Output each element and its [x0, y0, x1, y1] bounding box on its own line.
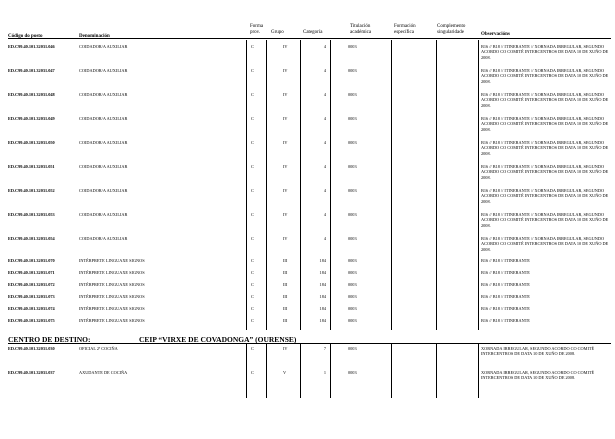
- cell-observacions: B16 // B18 // ITINERANTE: [481, 306, 530, 311]
- cell-grupo: IV: [283, 346, 288, 351]
- cell-denominacion: INTÉRPRETE LINGUAXE SIGNOS: [79, 258, 145, 263]
- cell-observacions: B16 // B18 // ITINERANTE // XORNADA IRREGULAR, SEGUNDO ACORDO CO COMITÉ INTERCENTROS DE DATA 10 DE XUÑO DE 2008.: [481, 92, 609, 108]
- cell-titulacion: 0003: [348, 294, 357, 299]
- cell-grupo: IV: [283, 236, 288, 241]
- header-grupo: Grupo: [271, 30, 284, 35]
- cell-code: ED.C99.40.101.32031.053: [8, 212, 55, 217]
- centro-name: CEIP “VIRXE DE COVADONGA” (OURENSE): [139, 335, 297, 344]
- cell-denominacion: INTÉRPRETE LINGUAXE SIGNOS: [79, 318, 145, 323]
- cell-code: ED.C99.40.101.32031.070: [8, 258, 55, 263]
- cell-categoria: 4: [323, 236, 326, 241]
- cell-denominacion: AXUDANTE DE COCIÑA: [79, 370, 128, 375]
- cell-titulacion: 0003: [348, 282, 357, 287]
- cell-observacions: XORNADA IRREGULAR, SEGUNDO ACORDO CO COMITÉ INTERCENTROS DE DATA 10 DE XUÑO DE 2008.: [481, 370, 595, 381]
- cell-grupo: IV: [283, 44, 288, 49]
- cell-code: ED.C99.40.101.32031.046: [8, 44, 55, 49]
- header-formacion-1: Formación: [394, 24, 416, 29]
- cell-titulacion: 0003: [348, 188, 357, 193]
- header-observacions: Observacións: [481, 32, 510, 37]
- cell-titulacion: 0003: [348, 44, 357, 49]
- cell-grupo: V: [283, 370, 287, 375]
- table-row: [0, 370, 615, 400]
- cell-forma: C: [251, 270, 254, 275]
- cell-observacions: B16 // B18 // ITINERANTE: [481, 318, 530, 323]
- cell-titulacion: 0003: [348, 68, 357, 73]
- cell-denominacion: COIDADOR/A AUXILIAR: [79, 164, 128, 169]
- cell-observacions: B16 // B18 // ITINERANTE // XORNADA IRREGULAR, SEGUNDO ACORDO CO COMITÉ INTERCENTROS DE DATA 10 DE XUÑO DE 2008.: [481, 116, 609, 132]
- cell-titulacion: 0003: [348, 212, 357, 217]
- table-row: [0, 306, 615, 318]
- header-codigo: Código do posto: [8, 34, 43, 39]
- cell-code: ED.C99.40.101.32031.073: [8, 294, 55, 299]
- cell-code: ED.C99.40.101.32031.051: [8, 164, 55, 169]
- cell-denominacion: INTÉRPRETE LINGUAXE SIGNOS: [79, 294, 145, 299]
- cell-observacions: B16 // B18 // ITINERANTE // XORNADA IRREGULAR, SEGUNDO ACORDO CO COMITÉ INTERCENTROS DE DATA 10 DE XUÑO DE 2008.: [481, 188, 609, 204]
- cell-denominacion: INTÉRPRETE LINGUAXE SIGNOS: [79, 282, 145, 287]
- cell-denominacion: COIDADOR/A AUXILIAR: [79, 188, 128, 193]
- cell-categoria: 4: [323, 44, 326, 49]
- header-rule: [8, 38, 611, 39]
- cell-denominacion: INTÉRPRETE LINGUAXE SIGNOS: [79, 306, 145, 311]
- cell-forma: C: [251, 282, 254, 287]
- cell-code: ED.C99.40.101.32031.074: [8, 306, 55, 311]
- cell-categoria: 184: [319, 270, 326, 275]
- cell-titulacion: 0003: [348, 236, 357, 241]
- table-row: [0, 282, 615, 294]
- cell-categoria: 4: [323, 92, 326, 97]
- table-row: [0, 318, 615, 330]
- cell-denominacion: OFICIAL 2ª COCIÑA: [79, 346, 118, 351]
- header-complemento-1: Complemento: [437, 24, 466, 29]
- cell-grupo: III: [283, 294, 288, 299]
- cell-titulacion: 0003: [348, 92, 357, 97]
- cell-observacions: B16 // B18 // ITINERANTE: [481, 294, 530, 299]
- cell-forma: C: [251, 212, 254, 217]
- cell-grupo: III: [283, 270, 288, 275]
- cell-code: ED.C99.40.101.32031.071: [8, 270, 55, 275]
- cell-denominacion: COIDADOR/A AUXILIAR: [79, 236, 128, 241]
- cell-forma: C: [251, 294, 254, 299]
- header-denominacion: Denominación: [79, 34, 110, 39]
- header-forma-1: Forma: [250, 24, 264, 29]
- cell-categoria: 4: [323, 188, 326, 193]
- cell-forma: C: [251, 346, 254, 351]
- cell-code: ED.C99.40.101.32031.072: [8, 282, 55, 287]
- cell-titulacion: 0003: [348, 258, 357, 263]
- cell-observacions: B16 // B18 // ITINERANTE // XORNADA IRREGULAR, SEGUNDO ACORDO CO COMITÉ INTERCENTROS DE DATA 10 DE XUÑO DE 2008.: [481, 212, 609, 228]
- table-row: [0, 294, 615, 306]
- cell-code: ED.C99.40.101.32031.048: [8, 92, 55, 97]
- cell-denominacion: COIDADOR/A AUXILIAR: [79, 68, 128, 73]
- cell-forma: C: [251, 236, 254, 241]
- cell-categoria: 184: [319, 318, 326, 323]
- cell-categoria: 184: [319, 258, 326, 263]
- cell-observacions: B16 // B18 // ITINERANTE: [481, 282, 530, 287]
- table-row: [0, 270, 615, 282]
- cell-titulacion: 0003: [348, 270, 357, 275]
- cell-categoria: 184: [319, 306, 326, 311]
- cell-grupo: III: [283, 282, 288, 287]
- cell-forma: C: [251, 188, 254, 193]
- cell-denominacion: COIDADOR/A AUXILIAR: [79, 140, 128, 145]
- cell-forma: C: [251, 68, 254, 73]
- cell-denominacion: INTÉRPRETE LINGUAXE SIGNOS: [79, 270, 145, 275]
- cell-code: ED.C99.40.101.32031.030: [8, 346, 55, 351]
- cell-forma: C: [251, 164, 254, 169]
- header-titulacion-1: Titulación: [350, 24, 371, 29]
- cell-categoria: 184: [319, 282, 326, 287]
- header-categoria: Categoría: [303, 30, 323, 35]
- cell-categoria: 184: [319, 294, 326, 299]
- cell-forma: C: [251, 44, 254, 49]
- cell-grupo: III: [283, 318, 288, 323]
- header-formacion-2: específica: [394, 30, 414, 35]
- cell-categoria: 4: [323, 68, 326, 73]
- cell-forma: C: [251, 258, 254, 263]
- cell-denominacion: COIDADOR/A AUXILIAR: [79, 44, 128, 49]
- cell-titulacion: 0003: [348, 164, 357, 169]
- cell-grupo: IV: [283, 188, 288, 193]
- centro-rule: [8, 343, 611, 344]
- cell-grupo: IV: [283, 212, 288, 217]
- cell-code: ED.C99.40.101.32031.054: [8, 236, 55, 241]
- cell-titulacion: 0003: [348, 346, 357, 351]
- cell-grupo: IV: [283, 116, 288, 121]
- cell-forma: C: [251, 140, 254, 145]
- table-row: [0, 258, 615, 270]
- cell-titulacion: 0003: [348, 306, 357, 311]
- cell-observacions: XORNADA IRREGULAR, SEGUNDO ACORDO CO COMITÉ INTERCENTROS DE DATA 10 DE XUÑO DE 2008.: [481, 346, 595, 357]
- cell-observacions: B16 // B18 // ITINERANTE: [481, 270, 530, 275]
- cell-forma: C: [251, 116, 254, 121]
- cell-grupo: IV: [283, 164, 288, 169]
- cell-observacions: B16 // B18 // ITINERANTE // XORNADA IRREGULAR, SEGUNDO ACORDO CO COMITÉ INTERCENTROS DE DATA 10 DE XUÑO DE 2008.: [481, 140, 609, 156]
- cell-forma: C: [251, 306, 254, 311]
- cell-categoria: 4: [323, 164, 326, 169]
- cell-denominacion: COIDADOR/A AUXILIAR: [79, 92, 128, 97]
- cell-code: ED.C99.40.101.32031.049: [8, 116, 55, 121]
- cell-titulacion: 0003: [348, 140, 357, 145]
- header-complemento-2: singularidade: [437, 30, 464, 35]
- cell-forma: C: [251, 370, 254, 375]
- cell-grupo: IV: [283, 68, 288, 73]
- cell-titulacion: 0003: [348, 370, 357, 375]
- cell-categoria: 4: [323, 116, 326, 121]
- cell-categoria: 7: [323, 346, 326, 351]
- cell-grupo: III: [283, 258, 288, 263]
- cell-grupo: III: [283, 306, 288, 311]
- cell-observacions: B16 // B18 // ITINERANTE // XORNADA IRREGULAR, SEGUNDO ACORDO CO COMITÉ INTERCENTROS DE DATA 10 DE XUÑO DE 2008.: [481, 164, 609, 180]
- cell-observacions: B16 // B18 // ITINERANTE: [481, 258, 530, 263]
- cell-observacions: B16 // B18 // ITINERANTE // XORNADA IRREGULAR, SEGUNDO ACORDO CO COMITÉ INTERCENTROS DE DATA 10 DE XUÑO DE 2008.: [481, 44, 609, 60]
- cell-grupo: IV: [283, 92, 288, 97]
- cell-forma: C: [251, 318, 254, 323]
- cell-denominacion: COIDADOR/A AUXILIAR: [79, 116, 128, 121]
- cell-denominacion: COIDADOR/A AUXILIAR: [79, 212, 128, 217]
- cell-observacions: B16 // B18 // ITINERANTE // XORNADA IRREGULAR, SEGUNDO ACORDO CO COMITÉ INTERCENTROS DE DATA 10 DE XUÑO DE 2008.: [481, 68, 609, 84]
- cell-categoria: 1: [323, 370, 326, 375]
- cell-categoria: 4: [323, 140, 326, 145]
- header-forma-2: prov.: [250, 30, 261, 35]
- cell-grupo: IV: [283, 140, 288, 145]
- cell-code: ED.C99.40.101.32031.037: [8, 370, 55, 375]
- centro-label: CENTRO DE DESTINO:: [8, 335, 91, 344]
- cell-code: ED.C99.40.101.32031.047: [8, 68, 55, 73]
- cell-forma: C: [251, 92, 254, 97]
- cell-observacions: B16 // B18 // ITINERANTE // XORNADA IRREGULAR, SEGUNDO ACORDO CO COMITÉ INTERCENTROS DE DATA 10 DE XUÑO DE 2008.: [481, 236, 609, 252]
- cell-categoria: 4: [323, 212, 326, 217]
- cell-titulacion: 0003: [348, 116, 357, 121]
- cell-code: ED.C99.40.101.32031.075: [8, 318, 55, 323]
- cell-titulacion: 0003: [348, 318, 357, 323]
- cell-code: ED.C99.40.101.32031.050: [8, 140, 55, 145]
- cell-code: ED.C99.40.101.32031.052: [8, 188, 55, 193]
- header-titulacion-2: académica: [350, 30, 372, 35]
